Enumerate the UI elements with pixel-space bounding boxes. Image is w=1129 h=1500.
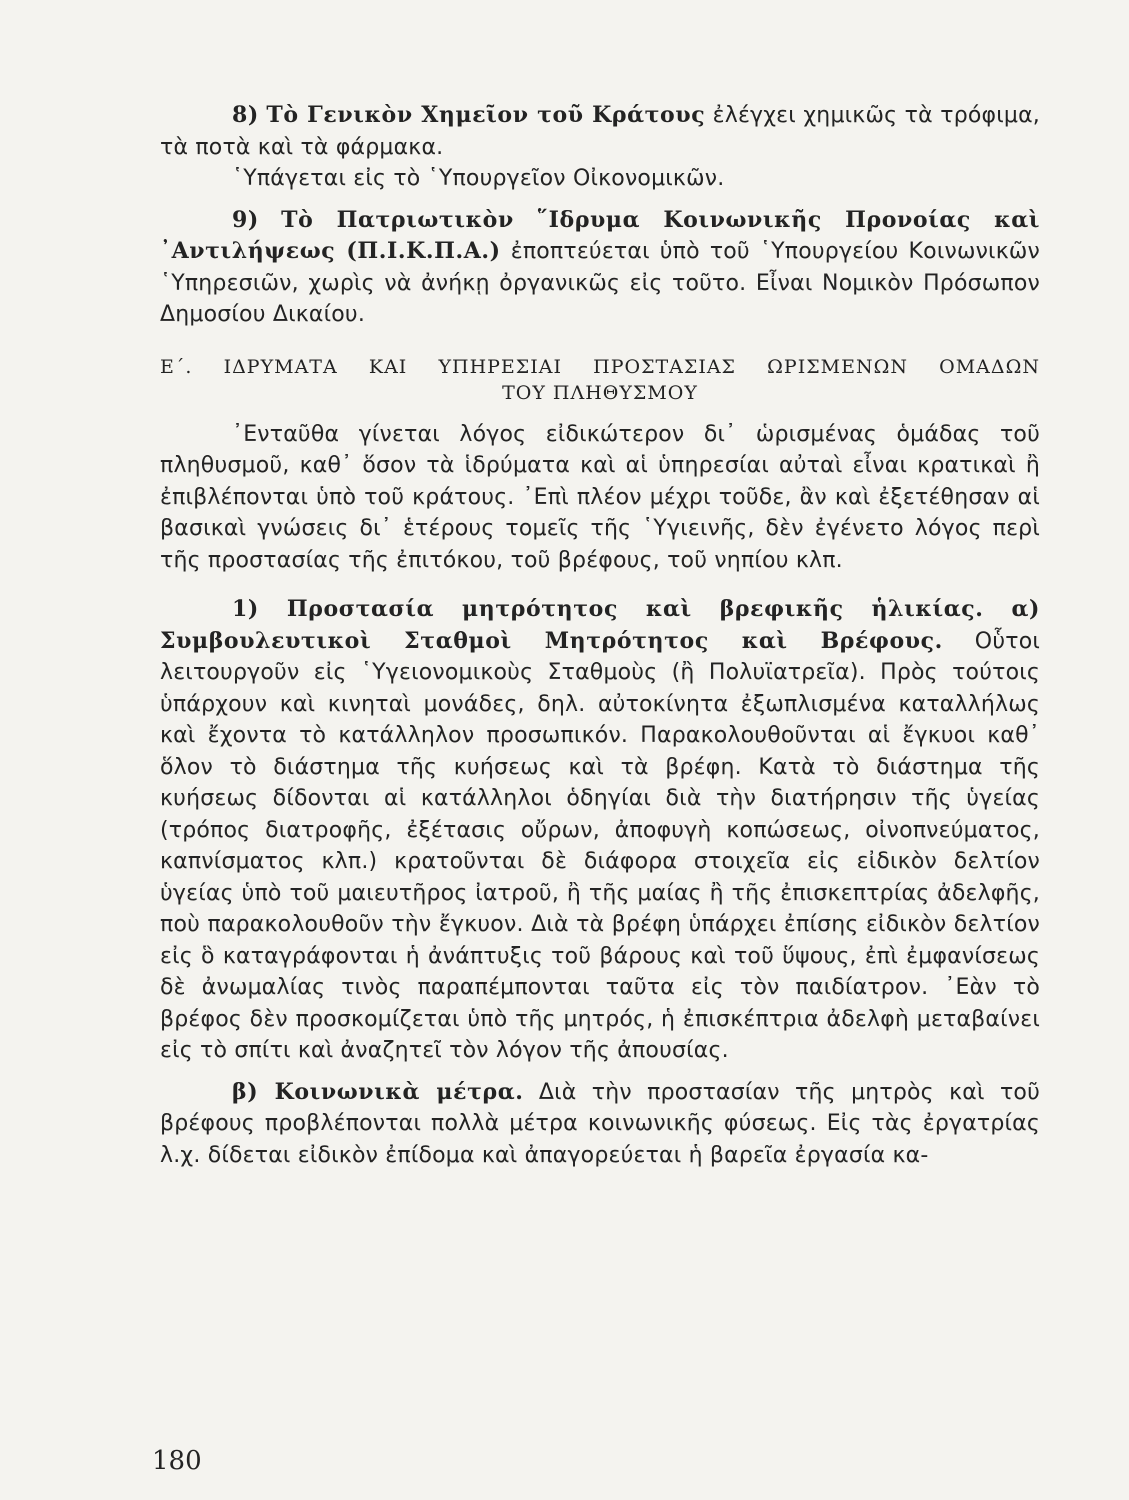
item-9-text: ἐποπτεύεται ὑπὸ τοῦ ῾Υπουργείου Κοινωνικῶν ῾Υπηρεσιῶν, χωρὶς νὰ ἀνήκῃ ὀργανικῶς εἰς τοῦτο. Εἶναι Νομικὸν Πρόσωπον Δημοσίου Δικαίου. [160, 239, 1040, 327]
paragraph-item-8-ministry: ῾Υπάγεται εἰς τὸ ῾Υπουργεῖον Οἰκονομικῶν. [232, 166, 725, 191]
section-heading-line-2: ΤΟΥ ΠΛΗΘΥΣΜΟΥ [502, 381, 698, 404]
item-8-title: Τὸ Γενικὸν Χημεῖον τοῦ Κράτους [266, 102, 706, 128]
paragraph-item-1 [160, 594, 1040, 1067]
item-9-number: 9) [232, 206, 259, 233]
paragraph-section-intro: ᾿Ενταῦθα γίνεται λόγος εἰδικώτερον δι᾿ ὡρισμένας ὁμάδας τοῦ πληθυσμοῦ, καθ᾿ ὅσον τὰ ἱδρύματα καὶ αἱ ὑπηρεσίαι αὐταὶ εἶναι κρατικαὶ ἢ ἐπιβλέπονται ὑπὸ τοῦ κράτους. ᾿Επὶ πλέον μέχρι τοῦδε, ἂν καὶ ἐξετέθησαν αἱ βασικαὶ γνώσεις δι᾿ ἑτέρους τομεῖς τῆς ῾Υγιεινῆς, δὲν ἐγένετο λόγος περὶ τῆς προστασίας τῆς ἐπιτόκου, τοῦ βρέφους, τοῦ νηπίου κλπ. [160, 421, 1040, 573]
book-page [160, 100, 1040, 1490]
item-9-title: Τὸ Πατριωτικὸν ῞Ιδρυμα Κοινωνικῆς Προνοίας καὶ ᾿Αντιλήψεως (Π.Ι.Κ.Π.Α.) [160, 206, 1040, 264]
section-heading-line-1: Ε΄. ΙΔΡΥΜΑΤΑ ΚΑΙ ΥΠΗΡΕΣΙΑΙ ΠΡΟΣΤΑΣΙΑΣ ΩΡΙΣΜΕΝΩΝ ΟΜΑΔΩΝ [160, 355, 1040, 378]
item-b-text: Διὰ τὴν προστασίαν τῆς μητρὸς καὶ τοῦ βρέφους προβλέπονται πολλὰ μέτρα κοινωνικῆς φύσεως. Εἰς τὰς ἐργατρίας λ.χ. δίδεται εἰδικὸν ἐπίδομα καὶ ἀπαγορεύεται ἡ βαρεῖα ἐργασία κα- [160, 1079, 1040, 1168]
paragraph-item-9 [160, 205, 1040, 331]
item-1-text: Οὗτοι λειτουργοῦν εἰς ῾Υγειονομικοὺς Σταθμοὺς (ἢ Πολυϊατρεῖα). Πρὸς τούτοις ὑπάρχουν καὶ κινηταὶ μονάδες, δηλ. αὐτοκίνητα ἐξωπλισμένα καταλλήλως καὶ ἔχοντα τὸ κατάλληλον προσωπικόν. Παρακολουθοῦνται αἱ ἔγκυοι καθ᾿ ὅλον τὸ διάστημα τῆς κυήσεως καὶ τὰ βρέφη. Κατὰ τὸ διάστημα τῆς κυήσεως δίδονται αἱ κατάλληλοι ὁδηγίαι διὰ τὴν διατήρησιν τῆς ὑγείας (τρόπος διατροφῆς, ἐξέτασις οὔρων, ἀποφυγὴ κοπώσεως, οἰνοπνεύματος, καπνίσματος κλπ.) κρατοῦνται δὲ διάφορα στοιχεῖα εἰς εἰδικὸν δελτίον ὑγείας ὑπὸ τοῦ μαιευτῆρος ἰατροῦ, ἢ τῆς μαίας ἢ τῆς ἐπισκεπτρίας ἀδελφῆς, ποὺ παρακολουθοῦν τὴν ἔγκυον. Διὰ τὰ βρέφη ὑπάρχει ἐπίσης εἰδικὸν δελτίον εἰς ὃ καταγράφονται ἡ ἀνάπτυξις τοῦ βάρους καὶ τοῦ ὕψους, ἐπὶ ἐμφανίσεως δὲ ἀνωμαλίας τινὸς παραπέμπονται ταῦτα εἰς τὸν παιδίατρον. ᾿Εὰν τὸ βρέφος δὲν προσκομίζεται ὑπὸ τῆς μητρός, ἡ ἐπισκέπτρια ἀδελφὴ μεταβαίνει εἰς τὸ σπίτι καὶ ἀναζητεῖ τὸν λόγον τῆς ἀπουσίας. [160, 628, 1040, 1063]
item-8-number: 8) [232, 102, 259, 128]
section-heading [160, 355, 1040, 405]
item-1-title: 1) Προστασία μητρότητος καὶ βρεφικῆς ἡλικίας. α) Συμβουλευτικοὶ Σταθμοὶ Μητρότητος καὶ Βρέφους. [160, 596, 1040, 654]
page-number: 180 [152, 1446, 202, 1476]
paragraph-item-8 [160, 100, 1040, 163]
item-8-text: ἐλέγχει χημικῶς τὰ τρόφιμα, τὰ ποτὰ καὶ τὰ φάρμακα. [160, 103, 1040, 160]
paragraph-item-b [160, 1077, 1040, 1172]
item-b-title: β) Κοινωνικὰ μέτρα. [232, 1078, 524, 1105]
